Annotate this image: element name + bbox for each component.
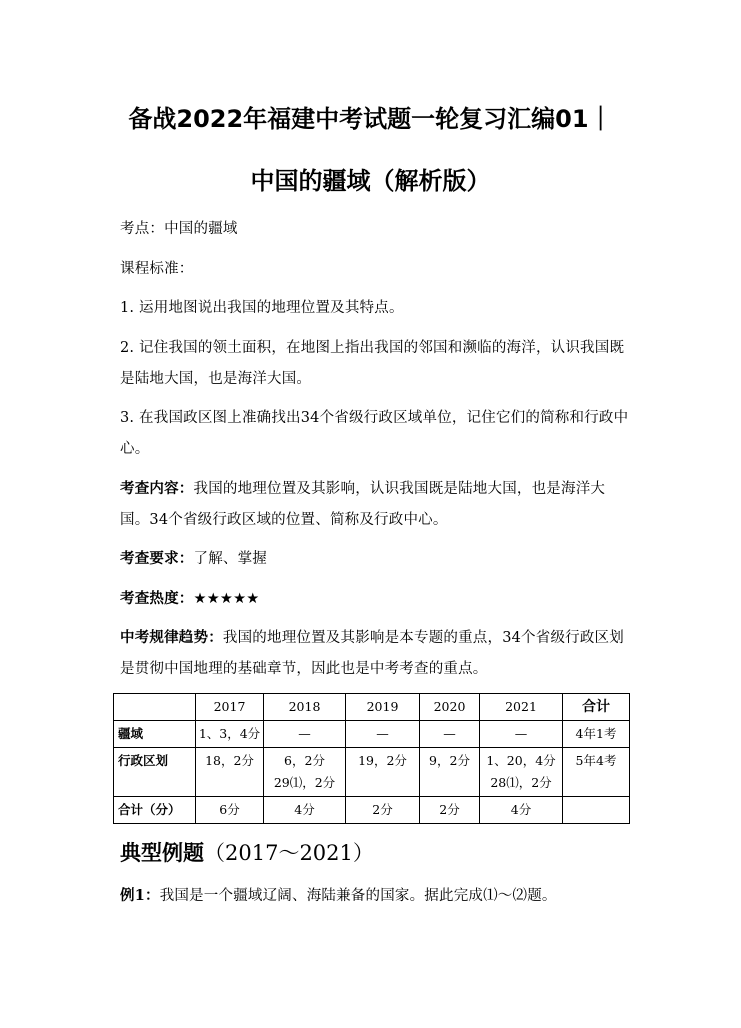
exam-requirement-value: 了解、掌握 (193, 551, 267, 567)
exam-requirement-label: 考查要求： (120, 550, 194, 567)
table-header-row (114, 694, 630, 721)
table-cell: — (480, 721, 563, 748)
star-rating: ★★★★★ (193, 591, 260, 607)
table-row-label: 疆域 (114, 721, 196, 748)
table-row (114, 748, 630, 797)
exam-heat (120, 583, 630, 615)
exam-point-label: 考点： (120, 221, 165, 237)
curriculum-item-2: 2. 记住我国的领土面积，在地图上指出我国的邻国和濒临的海洋，认识我国既是陆地大国，也是海洋大国。 (120, 340, 625, 387)
exam-stats-table (113, 693, 630, 824)
exam-requirement (120, 543, 630, 575)
page-subtitle: 中国的疆域（解析版） (250, 167, 491, 195)
table-row (114, 797, 630, 824)
table-row-label: 行政区划 (114, 748, 196, 797)
table-cell: 6分 (196, 797, 264, 824)
exam-content-label: 考查内容： (120, 480, 194, 497)
table-header-cell: 2020 (420, 694, 480, 721)
table-cell (264, 748, 346, 797)
table-cell: — (264, 721, 346, 748)
table-cell-line: 6，2分 (284, 753, 325, 768)
section-heading (120, 838, 374, 868)
exam-content (120, 473, 630, 536)
section-heading-text: 典型例题 (120, 840, 204, 865)
table-cell (563, 797, 630, 824)
exam-trend-value: 我国的地理位置及其影响是本专题的重点，34个省级行政区划是贯彻中国地理的基础章节，因此也是中考考查的重点。 (120, 630, 624, 677)
table-cell-line: 28⑴，2分 (490, 775, 552, 790)
table-header-cell: 2019 (346, 694, 420, 721)
exam-content-value: 我国的地理位置及其影响，认识我国既是陆地大国，也是海洋大国。34个省级行政区域的位置、简称及行政中心。 (120, 481, 606, 528)
table-cell: 4分 (264, 797, 346, 824)
table-row-label: 合计（分） (114, 797, 196, 824)
exam-point (120, 214, 630, 245)
exam-trend-label: 中考规律趋势： (120, 629, 223, 646)
table-header-cell: 2017 (196, 694, 264, 721)
example-1-label: 例1： (120, 887, 160, 904)
page-title: 备战2022年福建中考试题一轮复习汇编01｜ (128, 105, 613, 133)
table-header-cell (114, 694, 196, 721)
exam-heat-label: 考查热度： (120, 590, 194, 607)
table-row (114, 721, 630, 748)
curriculum-item-3: 3. 在我国政区图上准确找出34个省级行政区域单位，记住它们的简称和行政中心。 (120, 410, 629, 457)
table-header-cell: 2018 (264, 694, 346, 721)
table-cell-line: 29⑴，2分 (273, 775, 336, 790)
exam-trend (120, 622, 630, 685)
section-heading-years: （2017～2021） (204, 841, 374, 865)
table-cell: — (420, 721, 480, 748)
table-header-cell: 2021 (480, 694, 563, 721)
table-cell: 4年1考 (563, 721, 630, 748)
table-cell (480, 748, 563, 797)
table-cell: 2分 (420, 797, 480, 824)
exam-point-value: 中国的疆域 (164, 221, 238, 237)
table-cell: 2分 (346, 797, 420, 824)
example-1 (120, 880, 630, 912)
table-cell: — (346, 721, 420, 748)
curriculum-item-1: 1. 运用地图说出我国的地理位置及其特点。 (120, 300, 404, 316)
table-cell-line: 1、20，4分 (486, 753, 556, 768)
table-cell: 19，2分 (346, 748, 420, 797)
table-cell: 5年4考 (563, 748, 630, 797)
table-cell: 18，2分 (196, 748, 264, 797)
table-cell: 1、3，4分 (196, 721, 264, 748)
example-1-text: 我国是一个疆域辽阔、海陆兼备的国家。据此完成⑴～⑵题。 (159, 888, 557, 904)
table-header-cell: 合计 (563, 694, 630, 721)
curriculum-label: 课程标准： (120, 261, 194, 277)
table-cell: 9，2分 (420, 748, 480, 797)
table-cell: 4分 (480, 797, 563, 824)
